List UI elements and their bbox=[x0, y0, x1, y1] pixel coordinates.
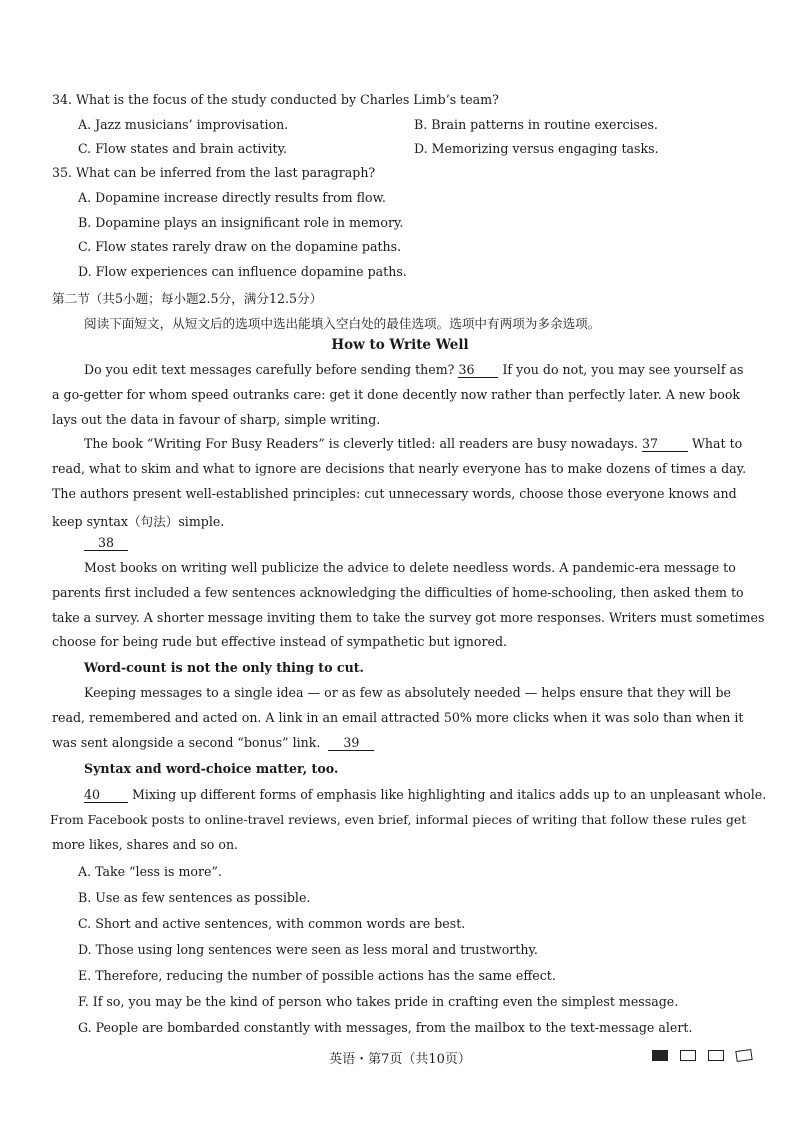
question-35-option-c: C. Flow states rarely draw on the dopamine paths. bbox=[78, 239, 402, 254]
passage-line bbox=[84, 787, 767, 803]
answer-option-c: C. Short and active sentences, with common words are best. bbox=[78, 916, 466, 931]
passage-line: read, remembered and acted on. A link in an email attracted 50% more clicks when it was solo than when it bbox=[52, 710, 744, 725]
answer-option-f: F. If so, you may be the kind of person who takes pride in crafting even the simplest message. bbox=[78, 994, 679, 1009]
empty-square-mark-icon bbox=[735, 1049, 752, 1062]
subheading: Syntax and word-choice matter, too. bbox=[84, 761, 339, 776]
empty-square-mark-icon bbox=[708, 1050, 724, 1061]
answer-option-g: G. People are bombarded constantly with messages, from the mailbox to the text-message alert. bbox=[78, 1020, 693, 1035]
question-34-stem: 34. What is the focus of the study conducted by Charles Limb’s team? bbox=[52, 92, 499, 107]
question-34-option-c: C. Flow states and brain activity. bbox=[78, 141, 288, 156]
section-instruction: 阅读下面短文，从短文后的选项中选出能填入空白处的最佳选项。选项中有两项为多余选项。 bbox=[84, 316, 601, 331]
passage-line: The authors present well-established principles: cut unnecessary words, choose those everyone knows and bbox=[52, 486, 737, 501]
question-35-option-a: A. Dopamine increase directly results from flow. bbox=[78, 190, 386, 205]
scan-marks bbox=[652, 1050, 752, 1061]
passage-line: choose for being rude but effective instead of sympathetic but ignored. bbox=[52, 634, 508, 649]
passage-line: keep syntax（句法）simple. bbox=[52, 514, 225, 529]
passage-line bbox=[84, 362, 744, 378]
blank-38: 38 bbox=[84, 536, 128, 551]
empty-square-mark-icon bbox=[680, 1050, 696, 1061]
answer-option-d: D. Those using long sentences were seen as less moral and trustworthy. bbox=[78, 942, 538, 957]
passage-line: read, what to skim and what to ignore are decisions that nearly everyone has to make dozens of times a day. bbox=[52, 461, 747, 476]
question-35-stem: 35. What can be inferred from the last paragraph? bbox=[52, 165, 376, 180]
passage-text: Mixing up different forms of emphasis like highlighting and italics adds up to an unpleasant whole. bbox=[132, 787, 767, 802]
passage-line: parents first included a few sentences acknowledging the difficulties of home-schooling, then asked them to bbox=[52, 585, 744, 600]
answer-option-a: A. Take “less is more”. bbox=[78, 864, 222, 879]
passage-line: take a survey. A shorter message inviting them to take the survey got more responses. Writers must sometimes bbox=[52, 610, 765, 625]
passage-text: If you do not, you may see yourself as bbox=[502, 362, 744, 377]
subheading: Word-count is not the only thing to cut. bbox=[84, 660, 364, 675]
question-34-option-d: D. Memorizing versus engaging tasks. bbox=[414, 141, 659, 156]
blank-39: 39 bbox=[328, 736, 374, 751]
blank-36: 36 bbox=[458, 363, 498, 378]
blank-40: 40 bbox=[84, 788, 128, 803]
blank-37: 37 bbox=[642, 437, 688, 452]
passage-text: was sent alongside a second “bonus” link. bbox=[52, 735, 321, 750]
passage-line: From Facebook posts to online-travel reviews, even brief, informal pieces of writing that follow these rules get bbox=[50, 812, 747, 827]
passage-title: How to Write Well bbox=[331, 337, 469, 353]
passage-line: Most books on writing well publicize the advice to delete needless words. A pandemic-era message to bbox=[84, 560, 736, 575]
passage-line: lays out the data in favour of sharp, simple writing. bbox=[52, 412, 381, 427]
passage-line: Keeping messages to a single idea — or as few as absolutely needed — helps ensure that they will be bbox=[84, 685, 731, 700]
passage-text: What to bbox=[691, 436, 743, 451]
passage-line bbox=[84, 436, 743, 452]
question-34-option-b: B. Brain patterns in routine exercises. bbox=[414, 117, 658, 132]
passage-text: Do you edit text messages carefully before sending them? bbox=[84, 362, 455, 377]
page-footer: 英语・第7页（共10页） bbox=[329, 1052, 471, 1067]
passage-line: a go-getter for whom speed outranks care: get it done decently now rather than perfectly later. A new book bbox=[52, 387, 741, 402]
passage-text: The book “Writing For Busy Readers” is cleverly titled: all readers are busy nowadays. bbox=[84, 436, 638, 451]
passage-line bbox=[52, 735, 742, 751]
answer-option-e: E. Therefore, reducing the number of possible actions has the same effect. bbox=[78, 968, 556, 983]
blank-38-line bbox=[84, 535, 130, 551]
question-35-option-b: B. Dopamine plays an insignificant role in memory. bbox=[78, 215, 404, 230]
section-heading: 第二节（共5小题；每小题2.5分，满分12.5分） bbox=[52, 291, 323, 306]
passage-line: more likes, shares and so on. bbox=[52, 837, 239, 852]
question-34-option-a: A. Jazz musicians’ improvisation. bbox=[78, 117, 289, 132]
answer-option-b: B. Use as few sentences as possible. bbox=[78, 890, 311, 905]
question-35-option-d: D. Flow experiences can influence dopamine paths. bbox=[78, 264, 407, 279]
filled-square-mark-icon bbox=[652, 1050, 668, 1061]
